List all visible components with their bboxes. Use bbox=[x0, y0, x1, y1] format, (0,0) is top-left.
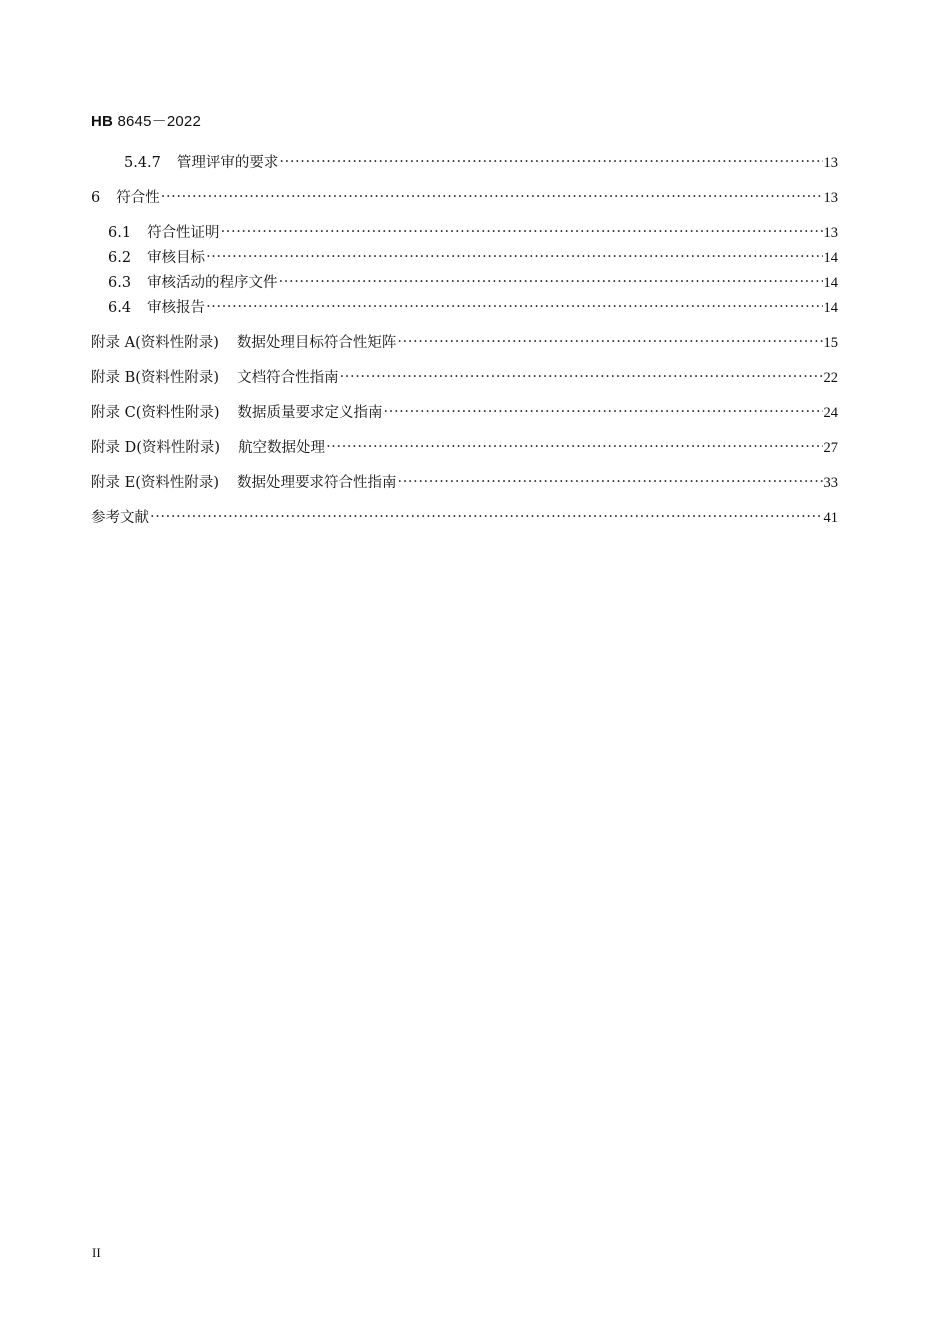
standard-number: 8645－2022 bbox=[117, 113, 201, 130]
toc-entry-appendix[interactable] bbox=[91, 473, 838, 493]
toc-entry-page: 27 bbox=[823, 440, 838, 456]
dot-leader bbox=[221, 222, 823, 242]
toc-entry[interactable] bbox=[108, 223, 838, 243]
toc-entry-page: 14 bbox=[823, 250, 838, 266]
dot-leader bbox=[326, 437, 822, 457]
toc-entry-appendix[interactable] bbox=[91, 368, 838, 388]
dot-leader bbox=[161, 187, 823, 207]
toc-entry-number: 6.3 bbox=[108, 275, 132, 291]
toc-entry-title: 参考文献 bbox=[91, 510, 149, 526]
toc-entry-title: 文档符合性指南 bbox=[237, 370, 339, 386]
toc-entry-appendix[interactable] bbox=[91, 438, 838, 458]
toc-entry-appendix[interactable] bbox=[91, 403, 838, 423]
toc-entry-number: 5.4.7 bbox=[124, 155, 161, 171]
dot-leader bbox=[397, 332, 822, 352]
toc-entry[interactable] bbox=[108, 273, 838, 293]
toc-entry-page: 22 bbox=[823, 370, 838, 386]
toc-entry[interactable] bbox=[108, 248, 838, 268]
toc-entry-title: 审核活动的程序文件 bbox=[147, 275, 278, 291]
toc-entry-bibliography[interactable] bbox=[91, 508, 838, 528]
toc-entry-number: 附录 C(资料性附录) bbox=[91, 405, 220, 421]
toc-entry-page: 13 bbox=[823, 225, 838, 241]
document-header bbox=[91, 110, 201, 131]
toc-entry-title: 审核目标 bbox=[147, 250, 206, 266]
standard-code: HB bbox=[91, 113, 114, 130]
toc-entry-page: 13 bbox=[823, 190, 838, 206]
toc-entry-number: 6.4 bbox=[108, 300, 132, 316]
toc-entry-title: 符合性证明 bbox=[147, 225, 220, 241]
toc-entry-appendix[interactable] bbox=[91, 333, 838, 353]
toc-entry-number: 附录 A(资料性附录) bbox=[91, 335, 219, 351]
dot-leader bbox=[150, 507, 823, 527]
toc-entry-page: 24 bbox=[823, 405, 838, 421]
toc-entry[interactable] bbox=[91, 188, 838, 208]
toc-entry-page: 41 bbox=[823, 510, 838, 526]
toc-entry-title: 管理评审的要求 bbox=[176, 155, 279, 171]
dot-leader bbox=[279, 272, 823, 292]
toc-entry-title: 数据质量要求定义指南 bbox=[237, 405, 383, 421]
toc-entry-number: 6.2 bbox=[108, 250, 132, 266]
toc-entry-page: 33 bbox=[823, 475, 838, 491]
toc-entry-number: 附录 B(资料性附录) bbox=[91, 370, 220, 386]
toc-entry-number: 附录 D(资料性附录) bbox=[91, 440, 221, 456]
dot-leader bbox=[398, 472, 823, 492]
toc-entry-title: 数据处理要求符合性指南 bbox=[237, 475, 397, 491]
dot-leader bbox=[279, 152, 822, 172]
dot-leader bbox=[206, 297, 822, 317]
toc-entry[interactable] bbox=[124, 153, 838, 173]
toc-entry-page: 14 bbox=[823, 300, 838, 316]
toc-entry-title: 符合性 bbox=[116, 190, 160, 206]
toc-entry-number: 6 bbox=[91, 190, 101, 206]
toc-entry-page: 14 bbox=[823, 275, 838, 291]
toc-entry[interactable] bbox=[108, 298, 838, 318]
dot-leader bbox=[340, 367, 823, 387]
toc-entry-number: 附录 E(资料性附录) bbox=[91, 475, 220, 491]
toc-entry-number: 6.1 bbox=[108, 225, 132, 241]
toc-entry-title: 数据处理目标符合性矩阵 bbox=[236, 335, 397, 351]
dot-leader bbox=[206, 247, 822, 267]
toc-entry-title: 航空数据处理 bbox=[238, 440, 326, 456]
toc-entry-title: 审核报告 bbox=[147, 300, 206, 316]
dot-leader bbox=[384, 402, 823, 422]
toc-entry-page: 13 bbox=[823, 155, 838, 171]
page-number: II bbox=[92, 1245, 101, 1260]
toc-entry-page: 15 bbox=[823, 335, 838, 351]
